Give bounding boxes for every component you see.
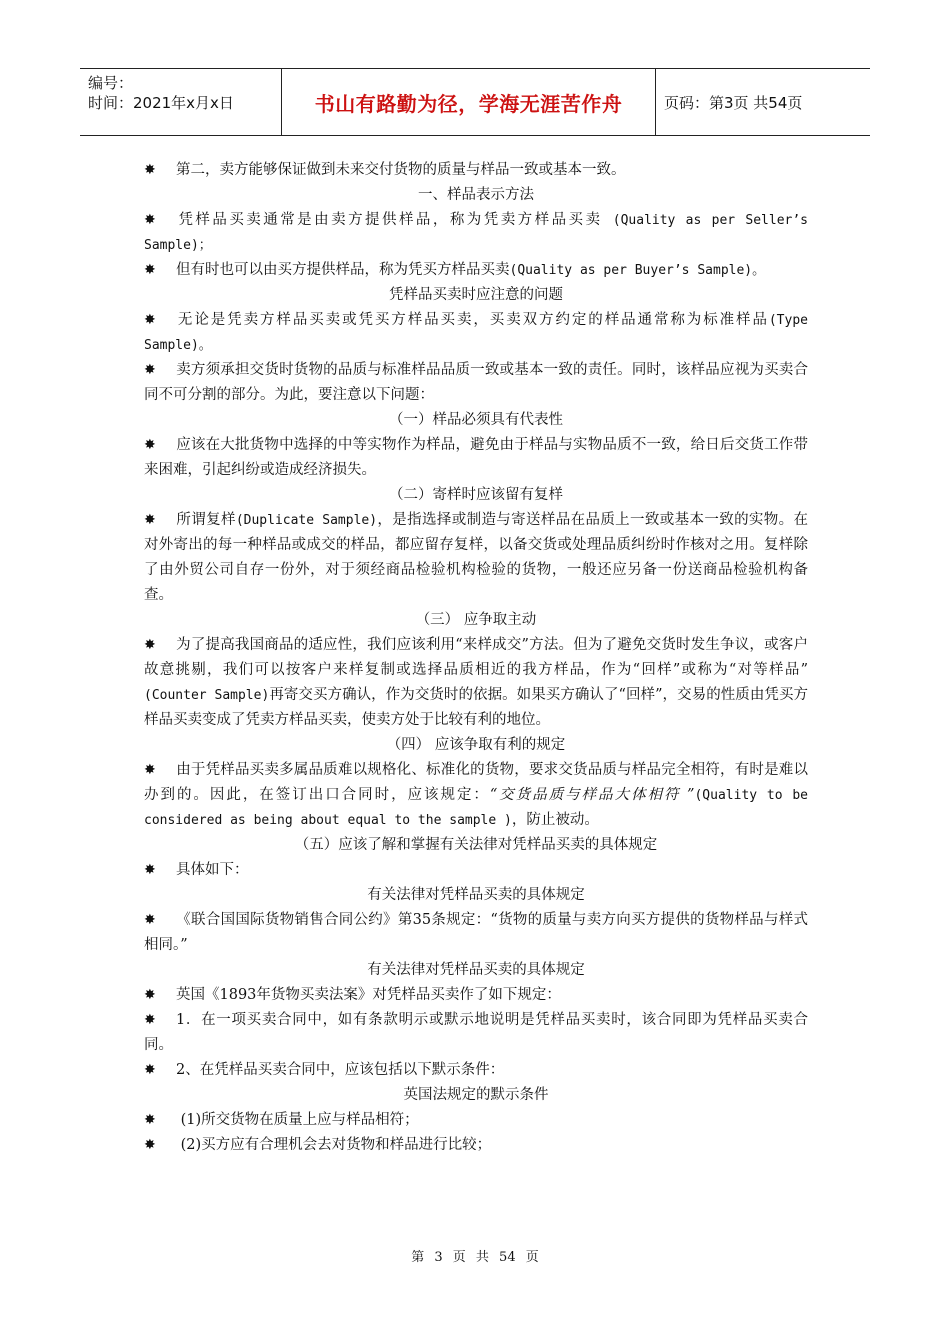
section-heading: （四） 应该争取有利的规定 <box>386 737 566 753</box>
section-heading: 有关法律对凭样品买卖的具体规定 <box>367 962 585 978</box>
bullet-star-icon: ✸ <box>144 312 156 328</box>
paragraph: ✸ 为了提高我国商品的适应性，我们应该利用“来样成交”方法。但为了避免交货时发生争议，或客户故意挑剔，我们可以按客户来样复制或选择品质相近的我方样品，作为“回样”或称为“对等样品” (Counter Sample)再寄交买方确认，作为交货时的依据。如果买方确认了“回样”，交易的性质由凭买方样品买卖变成了凭卖方样品买卖，使卖方处于比较有利的地位。 <box>144 633 808 733</box>
bullet-star-icon: ✸ <box>144 212 156 228</box>
bullet-star-icon: ✸ <box>144 262 156 278</box>
document-time-label: 时间：2021年x月x日 <box>88 94 234 112</box>
bullet-star-icon: ✸ <box>144 762 156 778</box>
paragraph: ✸ 所谓复样(Duplicate Sample)，是指选择或制造与寄送样品在品质上一致或基本一致的实物。在对外寄出的每一种样品或成交的样品，都应留存复样，以备交货或处理品质纠纷时作核对之用。复样除了由外贸公司自存一份外，对于须经商品检验机构检验的货物，一般还应另备一份送商品检验机构备查。 <box>144 508 808 608</box>
section-heading: （二）寄样时应该留有复样 <box>389 487 563 503</box>
section-heading: 凭样品买卖时应注意的问题 <box>389 287 563 303</box>
paragraph: ✸ 无论是凭卖方样品买卖或凭买方样品买卖，买卖双方约定的样品通常称为标准样品(Type Sample)。 <box>144 308 808 358</box>
bullet-star-icon: ✸ <box>144 1137 156 1153</box>
section-heading: 英国法规定的默示条件 <box>403 1087 549 1103</box>
section-heading: （三） 应争取主动 <box>415 612 537 628</box>
document-number-label: 编号： <box>88 74 134 92</box>
bullet-star-icon: ✸ <box>144 637 156 653</box>
paragraph: ✸ 英国《1893年货物买卖法案》对凭样品买卖作了如下规定： <box>144 983 808 1008</box>
section-heading: 一、样品表示方法 <box>418 187 534 203</box>
page-footer: 第 3 页 共 54 页 <box>411 1250 539 1265</box>
paragraph: ✸ 第二，卖方能够保证做到未来交付货物的质量与样品一致或基本一致。 <box>144 158 808 183</box>
section-heading: （五）应该了解和掌握有关法律对凭样品买卖的具体规定 <box>294 837 658 853</box>
header-page-info: 页码：第3页 共54页 <box>664 93 803 112</box>
section-heading: （一）样品必须具有代表性 <box>389 412 563 428</box>
header-meta <box>80 69 282 135</box>
bullet-star-icon: ✸ <box>144 862 156 878</box>
paragraph: ✸ 2、在凭样品买卖合同中，应该包括以下默示条件： <box>144 1058 808 1083</box>
paragraph: ✸ 但有时也可以由买方提供样品，称为凭买方样品买卖(Quality as per Buyer’s Sample)。 <box>144 258 808 283</box>
paragraph: ✸ 应该在大批货物中选择的中等实物作为样品，避免由于样品与实物品质不一致，给日后交货工作带来困难，引起纠纷或造成经济损失。 <box>144 433 808 483</box>
bullet-star-icon: ✸ <box>144 1112 156 1128</box>
bullet-star-icon: ✸ <box>144 912 156 928</box>
bullet-star-icon: ✸ <box>144 1062 156 1078</box>
section-heading: 有关法律对凭样品买卖的具体规定 <box>367 887 585 903</box>
bullet-star-icon: ✸ <box>144 987 156 1003</box>
paragraph: ✸ 具体如下： <box>144 858 808 883</box>
paragraph: ✸ 凭样品买卖通常是由卖方提供样品，称为凭卖方样品买卖 (Quality as per Seller’s Sample)； <box>144 208 808 258</box>
header-motto: 书山有路勤为径，学海无涯苦作舟 <box>282 69 656 135</box>
bullet-star-icon: ✸ <box>144 437 156 453</box>
bullet-star-icon: ✸ <box>144 512 156 528</box>
paragraph: ✸ 由于凭样品买卖多属品质难以规格化、标准化的货物，要求交货品质与样品完全相符，有时是难以办到的。因此，在签订出口合同时，应该规定：“交货品质与样品大体相符 ”(Quality to be considered as being about equal to the sample )，防止被动。 <box>144 758 808 833</box>
page-header <box>80 68 870 136</box>
document-body <box>144 158 808 1158</box>
paragraph: ✸ 《联合国国际货物销售合同公约》第35条规定：“货物的质量与卖方向买方提供的货物样品与样式相同。” <box>144 908 808 958</box>
bullet-star-icon: ✸ <box>144 362 156 378</box>
paragraph: ✸ 卖方须承担交货时货物的品质与标准样品品质一致或基本一致的责任。同时，该样品应视为买卖合同不可分割的部分。为此，要注意以下问题： <box>144 358 808 408</box>
bullet-star-icon: ✸ <box>144 1012 156 1028</box>
paragraph: ✸ (2)买方应有合理机会去对货物和样品进行比较； <box>144 1133 808 1158</box>
paragraph: ✸ 1．在一项买卖合同中，如有条款明示或默示地说明是凭样品买卖时，该合同即为凭样品买卖合同。 <box>144 1008 808 1058</box>
bullet-star-icon: ✸ <box>144 162 156 178</box>
paragraph: ✸ (1)所交货物在质量上应与样品相符； <box>144 1108 808 1133</box>
